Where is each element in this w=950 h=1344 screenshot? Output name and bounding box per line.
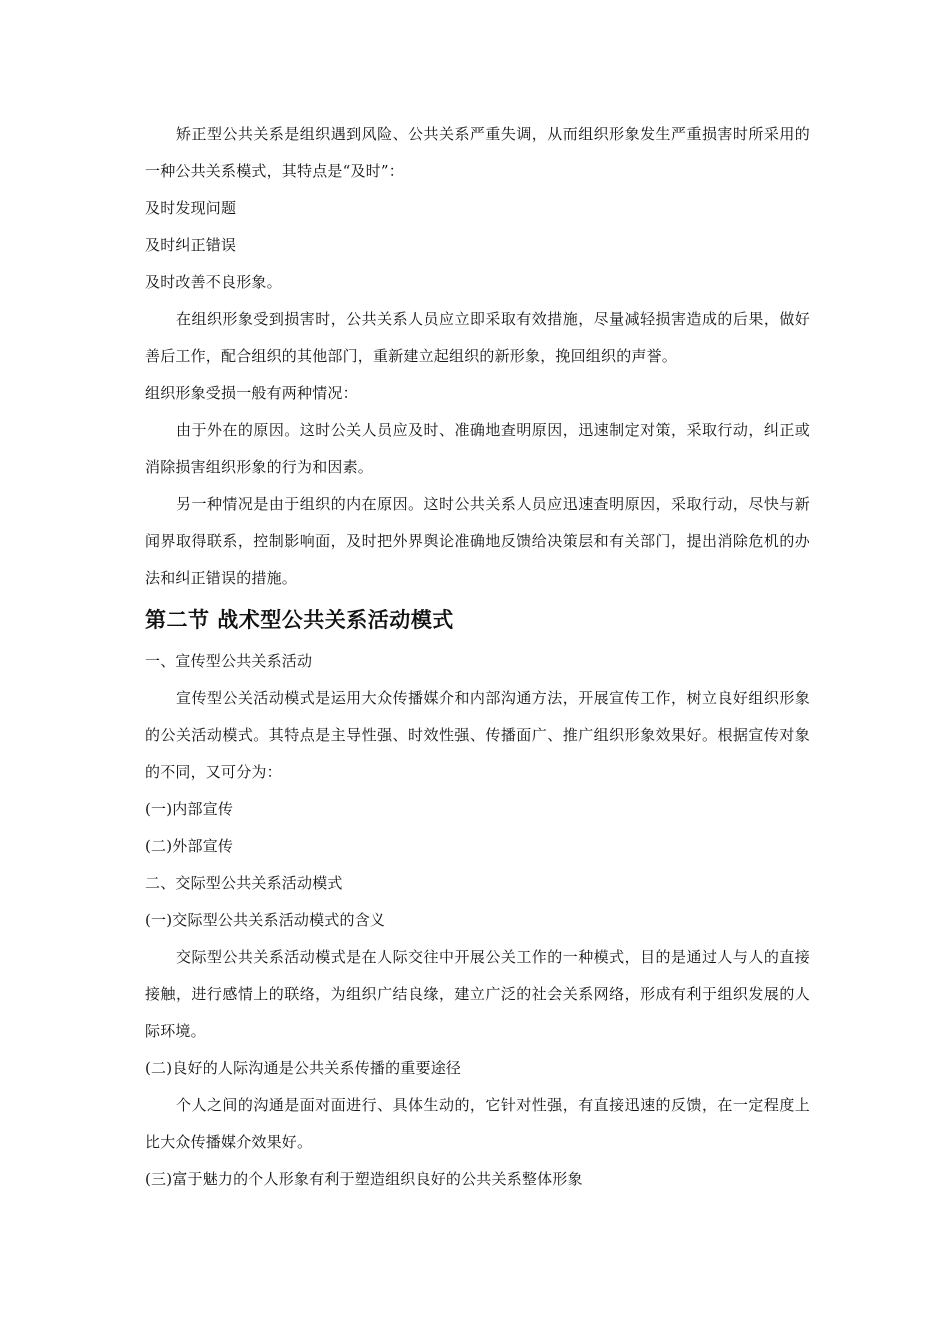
section-heading: 第二节 战术型公共关系活动模式 bbox=[145, 608, 454, 632]
subheading-personal-image: (三)富于魅力的个人形象有利于塑造组织良好的公共关系整体形象 bbox=[145, 1170, 583, 1188]
document-body bbox=[145, 116, 810, 1198]
paragraph-external-cause: 由于外在的原因。这时公关人员应及时、准确地查明原因，迅速制定对策，采取行动，纠正或消除损害组织形象的行为和因素。 bbox=[145, 421, 810, 476]
list-item-discover-problems: 及时发现问题 bbox=[145, 199, 237, 217]
subheading-social-pr-meaning: (一)交际型公共关系活动模式的含义 bbox=[145, 911, 386, 929]
line-two-situations: 组织形象受损一般有两种情况： bbox=[145, 384, 358, 402]
paragraph-corrective-pr: 矫正型公共关系是组织遇到风险、公共关系严重失调，从而组织形象发生严重损害时所采用的一种公共关系模式，其特点是“及时”： bbox=[145, 125, 810, 180]
list-item-internal-publicity: (一)内部宣传 bbox=[145, 800, 234, 818]
paragraph-internal-cause: 另一种情况是由于组织的内在原因。这时公共关系人员应迅速查明原因，采取行动，尽快与新闻界取得联系，控制影响面，及时把外界舆论准确地反馈给决策层和有关部门，提出消除危机的办法和纠正错误的措施。 bbox=[145, 495, 810, 587]
subheading-social-pr: 二、交际型公共关系活动模式 bbox=[145, 874, 343, 892]
paragraph-image-damage-response: 在组织形象受到损害时，公共关系人员应立即采取有效措施，尽量减轻损害造成的后果，做好善后工作，配合组织的其他部门，重新建立起组织的新形象，挽回组织的声誉。 bbox=[145, 310, 810, 365]
list-item-correct-errors: 及时纠正错误 bbox=[145, 236, 237, 254]
subheading-interpersonal-communication: (二)良好的人际沟通是公共关系传播的重要途径 bbox=[145, 1059, 462, 1077]
paragraph-publicity-pr: 宣传型公关活动模式是运用大众传播媒介和内部沟通方法，开展宣传工作，树立良好组织形象的公关活动模式。其特点是主导性强、时效性强、传播面广、推广组织形象效果好。根据宣传对象的不同，又可分为： bbox=[145, 689, 810, 781]
list-item-improve-image: 及时改善不良形象。 bbox=[145, 273, 282, 291]
paragraph-social-pr: 交际型公共关系活动模式是在人际交往中开展公关工作的一种模式，目的是通过人与人的直接接触，进行感情上的联络，为组织广结良缘，建立广泛的社会关系网络，形成有利于组织发展的人际环境。 bbox=[145, 948, 810, 1040]
list-item-external-publicity: (二)外部宣传 bbox=[145, 837, 234, 855]
subheading-publicity-pr: 一、宣传型公共关系活动 bbox=[145, 652, 313, 670]
paragraph-interpersonal-communication: 个人之间的沟通是面对面进行、具体生动的，它针对性强，有直接迅速的反馈，在一定程度上比大众传播媒介效果好。 bbox=[145, 1096, 810, 1151]
